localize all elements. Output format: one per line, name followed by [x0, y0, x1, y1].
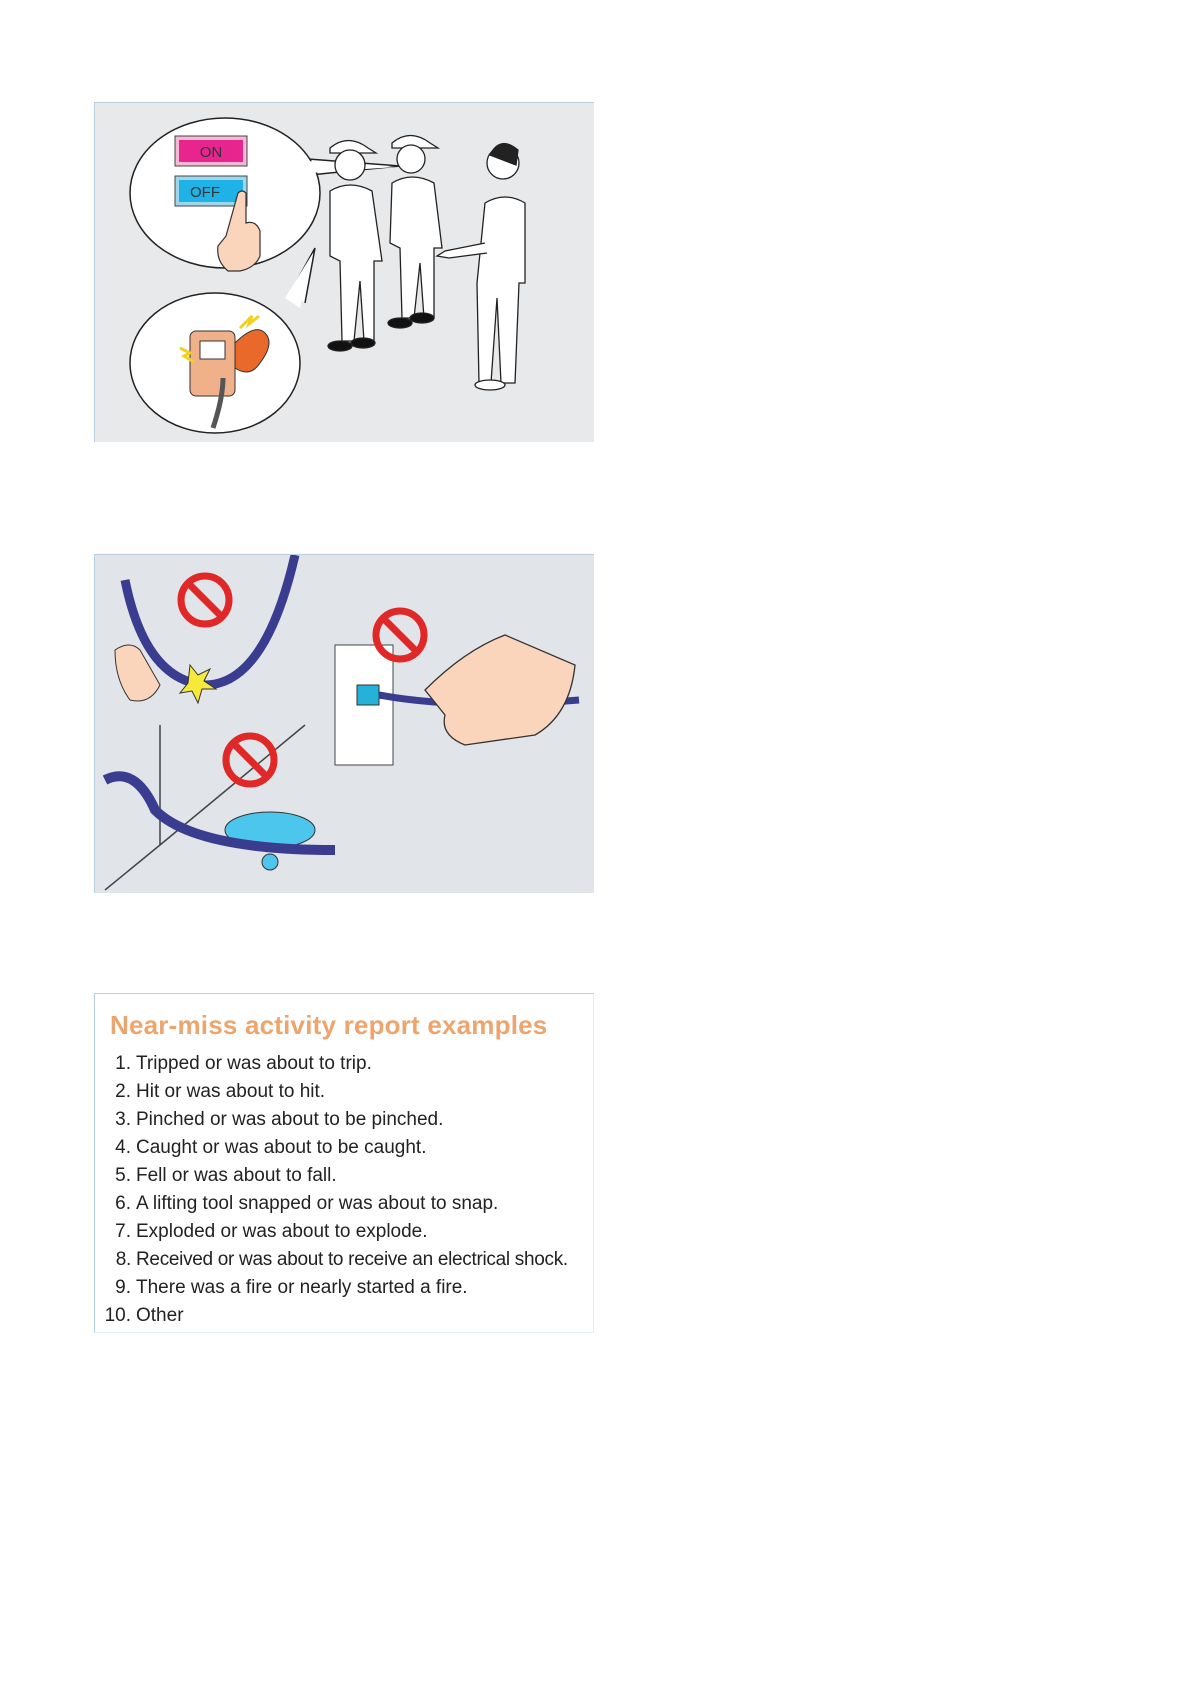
power-off-safety-illustration: [94, 102, 594, 442]
prohibited-icon: [226, 736, 274, 784]
list-item: 5. Fell or was about to fall.: [115, 1165, 337, 1186]
list-item: 1. Tripped or was about to trip.: [115, 1053, 372, 1074]
wet-cord-scene: [105, 725, 335, 890]
on-switch-button: [175, 136, 247, 166]
list-item: 4. Caught or was about to be caught.: [115, 1137, 427, 1158]
cord-handling-illustration: [94, 554, 594, 893]
svg-text:ON: ON: [199, 144, 223, 161]
list-item: 6. A lifting tool snapped or was about to snap.: [115, 1193, 499, 1214]
workers-figures: [328, 136, 525, 391]
near-miss-title: Near-miss activity report examples: [110, 1010, 548, 1040]
list-item: 10. Other: [104, 1305, 184, 1326]
burning-outlet-bubble: [130, 248, 315, 433]
prohibited-icon: [181, 576, 229, 624]
list-item: 3. Pinched or was about to be pinched.: [115, 1109, 444, 1130]
cord-damage-scene: [115, 555, 295, 703]
list-item: 9. There was a fire or nearly started a fire.: [115, 1277, 468, 1298]
near-miss-list: [95, 1050, 568, 1330]
unplug-by-cord-scene: [335, 611, 579, 765]
list-item: 7. Exploded or was about to explode.: [115, 1221, 428, 1242]
prohibited-icon: [376, 611, 424, 659]
near-miss-examples-box: [94, 993, 594, 1333]
list-item: 2. Hit or was about to hit.: [115, 1081, 326, 1102]
svg-text:OFF: OFF: [190, 184, 220, 201]
list-item: 8. Received or was about to receive an electrical shock.: [115, 1249, 568, 1270]
